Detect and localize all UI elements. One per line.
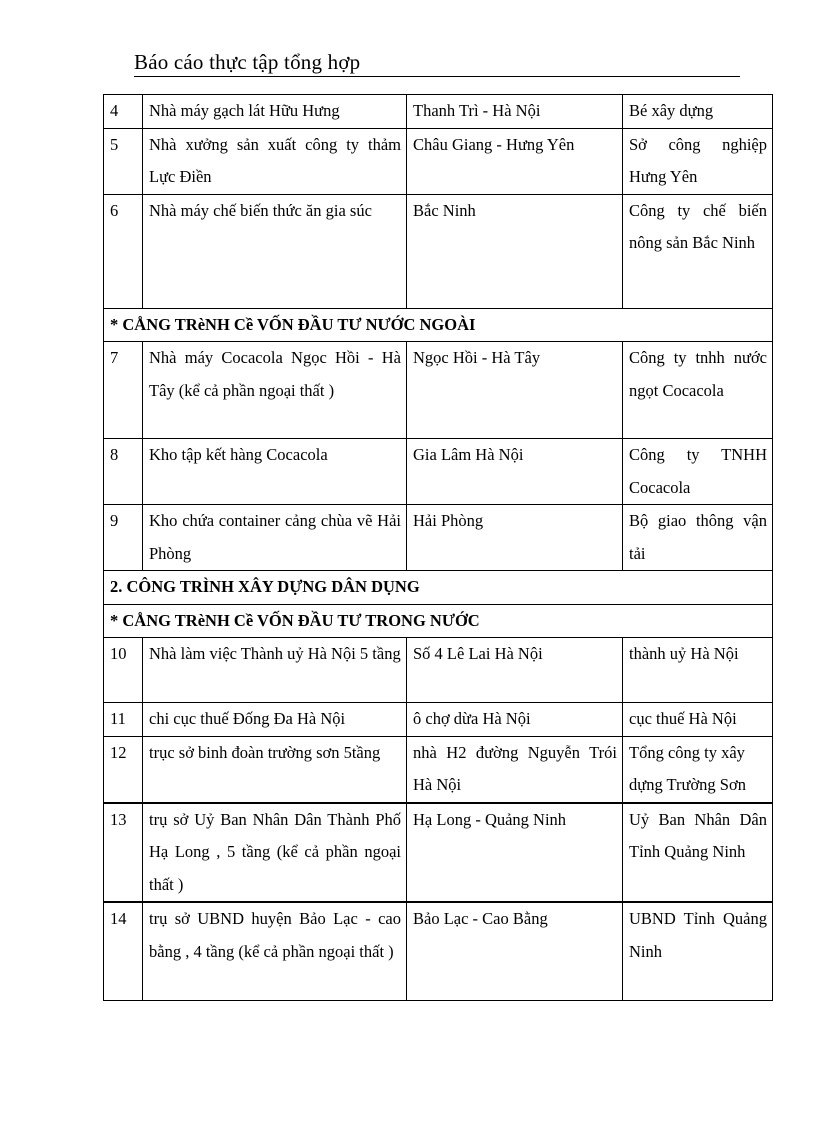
- project-name: trụ sở UBND huyện Bảo Lạc - cao bằng , 4 tầng (kể cả phần ngoại thất ): [143, 902, 407, 1000]
- project-owner: Bộ giao thông vận tải: [623, 505, 773, 571]
- project-owner: Công ty chế biến nông sản Bắc Ninh: [623, 194, 773, 308]
- table-row: [104, 194, 773, 308]
- row-number: 11: [104, 703, 143, 737]
- project-owner: UBND Tỉnh Quảng Ninh: [623, 902, 773, 1000]
- page-header-title: Báo cáo thực tập tổng hợp: [134, 50, 361, 74]
- row-number: 7: [104, 342, 143, 439]
- row-number: 14: [104, 902, 143, 1000]
- project-location: nhà H2 đường Nguyễn Trói Hà Nội: [407, 736, 623, 803]
- table-row: [104, 638, 773, 703]
- project-owner: Công ty tnhh nước ngọt Cocacola: [623, 342, 773, 439]
- section-heading: 2. CÔNG TRÌNH XÂY DỰNG DÂN DỤNG: [104, 571, 773, 605]
- row-number: 8: [104, 439, 143, 505]
- section-heading-row: [104, 571, 773, 605]
- project-location: Gia Lâm Hà Nội: [407, 439, 623, 505]
- row-number: 13: [104, 803, 143, 903]
- section-heading-row: [104, 604, 773, 638]
- table-row: [104, 342, 773, 439]
- project-name: Kho chứa container cảng chùa vẽ Hải Phòng: [143, 505, 407, 571]
- row-number: 4: [104, 95, 143, 129]
- page-header: [134, 48, 740, 77]
- project-owner: thành uỷ Hà Nội: [623, 638, 773, 703]
- project-location: Thanh Trì - Hà Nội: [407, 95, 623, 129]
- project-location: Hạ Long - Quảng Ninh: [407, 803, 623, 903]
- project-owner: Sở công nghiệp Hưng Yên: [623, 128, 773, 194]
- project-location: ô chợ dừa Hà Nội: [407, 703, 623, 737]
- table-row: [104, 95, 773, 129]
- section-heading: * CÅNG TRèNH Cề VỐN ĐẦU TƯ TRONG NƯỚC: [104, 604, 773, 638]
- project-name: Nhà máy Cocacola Ngọc Hồi - Hà Tây (kể cả phần ngoại thất ): [143, 342, 407, 439]
- row-number: 12: [104, 736, 143, 803]
- section-heading-row: [104, 308, 773, 342]
- project-owner: cục thuế Hà Nội: [623, 703, 773, 737]
- project-location: Châu Giang - Hưng Yên: [407, 128, 623, 194]
- project-owner: Uỷ Ban Nhân Dân Tỉnh Quảng Ninh: [623, 803, 773, 903]
- project-owner: Công ty TNHH Cocacola: [623, 439, 773, 505]
- project-location: Hải Phòng: [407, 505, 623, 571]
- row-number: 10: [104, 638, 143, 703]
- project-name: Nhà máy gạch lát Hữu Hưng: [143, 95, 407, 129]
- table-row: [104, 703, 773, 737]
- project-name: chi cục thuế Đống Đa Hà Nội: [143, 703, 407, 737]
- project-name: Nhà máy chế biến thức ăn gia súc: [143, 194, 407, 308]
- project-owner: Tổng công ty xây dựng Trường Sơn: [623, 736, 773, 803]
- project-name: trụ sở Uỷ Ban Nhân Dân Thành Phố Hạ Long , 5 tầng (kể cả phần ngoại thất ): [143, 803, 407, 903]
- project-name: Nhà làm việc Thành uỷ Hà Nội 5 tầng: [143, 638, 407, 703]
- table-row: [104, 803, 773, 903]
- table-row: [104, 736, 773, 803]
- table-row: [104, 505, 773, 571]
- project-name: trục sở binh đoàn trường sơn 5tầng: [143, 736, 407, 803]
- project-location: Bảo Lạc - Cao Bằng: [407, 902, 623, 1000]
- project-owner: Bé xây dựng: [623, 95, 773, 129]
- row-number: 6: [104, 194, 143, 308]
- projects-table: [103, 94, 773, 1001]
- row-number: 9: [104, 505, 143, 571]
- row-number: 5: [104, 128, 143, 194]
- table-row: [104, 128, 773, 194]
- project-location: Bắc Ninh: [407, 194, 623, 308]
- project-name: Nhà xưởng sản xuất công ty thảm Lực Điền: [143, 128, 407, 194]
- project-name: Kho tập kết hàng Cocacola: [143, 439, 407, 505]
- project-location: Số 4 Lê Lai Hà Nội: [407, 638, 623, 703]
- table-row: [104, 902, 773, 1000]
- table-row: [104, 439, 773, 505]
- section-heading: * CÅNG TRèNH Cề VỐN ĐẦU TƯ NƯỚC NGOÀI: [104, 308, 773, 342]
- project-location: Ngọc Hồi - Hà Tây: [407, 342, 623, 439]
